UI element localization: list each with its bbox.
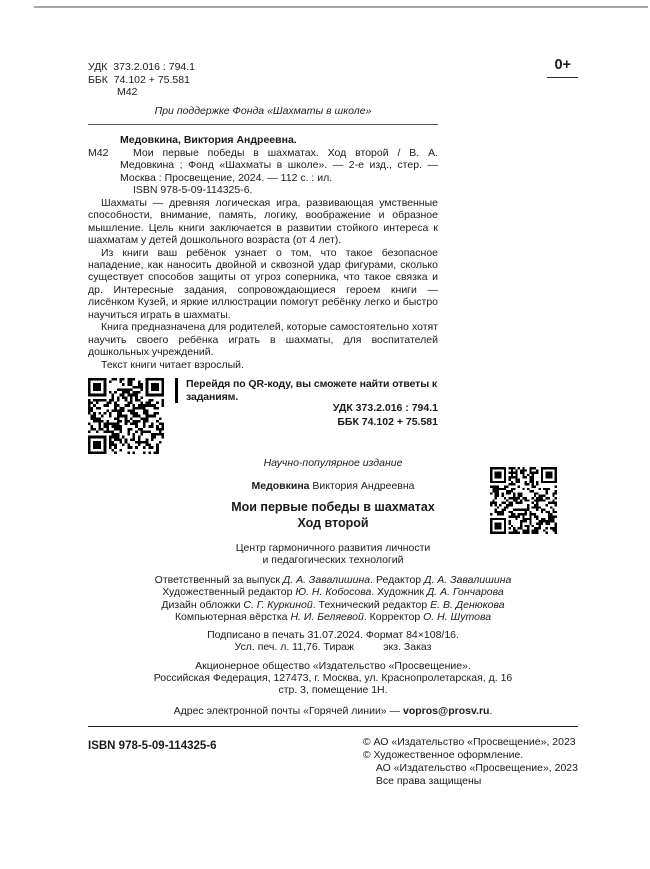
support-note: При поддержке Фонда «Шахматы в школе» — [154, 105, 372, 117]
print-info-line: Усл. печ. л. 11,76. Тираж экз. Заказ — [234, 641, 432, 654]
qr-answers-block — [88, 378, 438, 454]
copyright-line: Все права защищены — [375, 775, 482, 787]
organization-line: Центр гармоничного развития личности — [235, 541, 431, 554]
bib-author: Медовкина, Виктория Андреевна. — [120, 134, 297, 147]
publisher-line: Российская Федерация, 127473, г. Москва, ул. Краснопролетарская, д. 16 — [153, 671, 513, 684]
age-rating-badge: 0+ — [547, 59, 578, 78]
bibliographic-entry — [88, 134, 438, 196]
author-name: Медовкина Виктория Андреевна — [251, 480, 415, 493]
bbk-code-bold: ББК 74.102 + 75.581 — [337, 415, 438, 428]
annotation-paragraph: Книга предназначена для родителей, которые самостоятельно хотят научить своего ребёнка играть в шахматы, для воспитателей дошкольных учреждений. — [88, 321, 438, 359]
classification-block — [88, 57, 578, 99]
annotation-paragraph: Из книги ваш ребёнок узнает о том, что такое безопасное нападение, как наносить двойной и сквозной удар фигурами, сколько существует способов защиты от угроз соперника, что такое связка и др. Интересные задания, сопровождающиеся героем книги — лисёнком Кузей, и яркие иллюстрации помогут ребёнку легко и быстро научиться играть в шахматы. — [88, 246, 438, 321]
bibliographic-column — [88, 100, 438, 454]
footer — [88, 726, 578, 788]
credit-line: Ответственный за выпуск Д. А. Завалишина. Редактор Д. А. Завалишина — [154, 573, 512, 586]
edition-type: Научно-популярное издание — [263, 457, 403, 469]
footer-divider — [88, 726, 578, 727]
udk-code-bold: УДК 373.2.016 : 794.1 — [332, 402, 438, 415]
copyright-line: © АО «Издательство «Просвещение», 2023 — [362, 736, 576, 748]
credit-line: Художественный редактор Ю. Н. Кобосова. Художник Д. А. Гончарова — [162, 586, 504, 599]
publisher-line: Акционерное общество «Издательство «Просвещение». — [195, 659, 471, 672]
footer-isbn: ISBN 978-5-09-114325-6 — [88, 740, 217, 752]
bib-author-code: М42 — [88, 146, 109, 159]
qr-code-publisher — [490, 467, 557, 534]
credit-line: Дизайн обложки С. Г. Куркиной. Технический редактор Е. В. Денюкова — [161, 598, 505, 611]
udk-bbk-codes — [333, 402, 438, 429]
footer-row — [88, 736, 578, 788]
qr-note: Перейдя по QR-коду, вы сможете найти ответы к заданиям. — [175, 378, 438, 403]
bbk-code: ББК 74.102 + 75.581 — [88, 73, 190, 86]
annotation-paragraph: Текст книги читает взрослый. — [101, 358, 244, 371]
hotline-email-line: Адрес электронной почты «Горячей линии» — vopros@prosv.ru. — [173, 704, 493, 717]
copyright-line: АО «Издательство «Просвещение», 2023 — [375, 762, 578, 774]
bib-isbn: ISBN 978-5-09-114325-6. — [133, 184, 253, 197]
print-info-line: Подписано в печать 31.07.2024. Формат 84×108/16. — [207, 628, 459, 641]
divider — [88, 124, 438, 125]
copyright-line: © Художественное оформление. — [362, 749, 524, 761]
credit-line: Компьютерная вёрстка Н. И. Беляевой. Корректор О. Н. Шутова — [174, 611, 492, 624]
organization-line: и педагогических технологий — [262, 554, 404, 567]
publisher-line: стр. 3, помещение 1Н. — [278, 684, 388, 697]
book-title: Мои первые победы в шахматах — [231, 499, 435, 514]
credits-block — [88, 574, 578, 624]
udk-code: УДК 373.2.016 : 794.1 — [88, 61, 195, 73]
annotation-paragraph: Шахматы — древняя логическая игра, развивающая умственные способности, внимание, память, логику, воображение и образное мышление. Цель книги заключается в развитии стойкого интереса к шахматам у детей дошкольного возраста (от 4 лет). — [88, 196, 438, 247]
book-subtitle: Ход второй — [297, 516, 369, 531]
qr-code-answers — [88, 378, 164, 454]
bib-description: Мои первые победы в шахматах. Ход второй / В. А. Медовкина ; Фонд «Шахматы в школе». — 2-е изд., стер. — Москва : Просвещение, 2024. — 112 с. : ил. — [120, 146, 438, 184]
author-sign-code: М42 — [117, 86, 138, 99]
scan-edge-artifact — [34, 6, 648, 8]
copyright-block — [363, 736, 578, 788]
